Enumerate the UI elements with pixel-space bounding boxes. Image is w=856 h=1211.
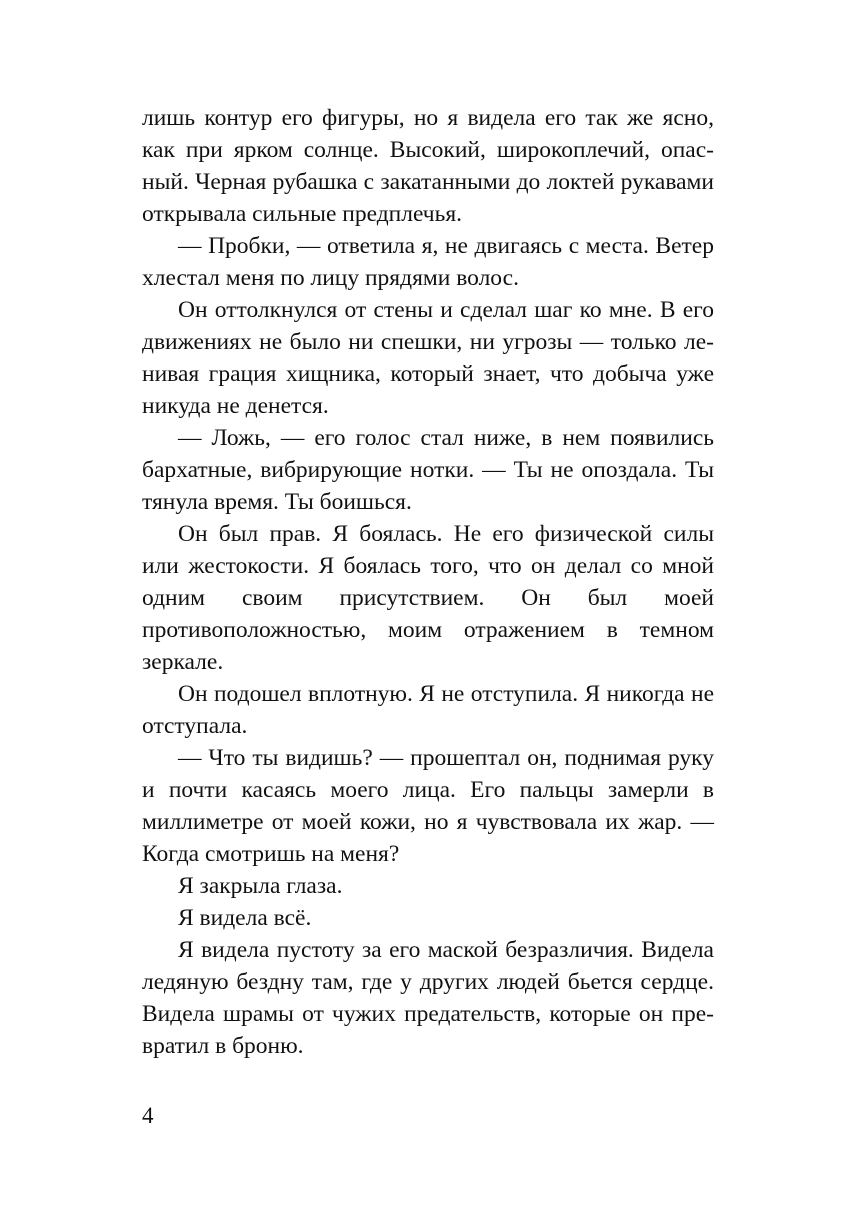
paragraph: Я закрыла глаза. [178, 873, 343, 899]
paragraph: Он был прав. Я боялась. Не его физической силы или жестокости. Я боялась того, что он делал со мной одним своим присутствием. Он был моей противоположностью, моим отражением в темном зеркале. [142, 521, 714, 675]
body-text [142, 102, 714, 1062]
paragraph: — Пробки, — ответила я, не двигаясь с места. Ветер хлестал меня по лицу прядями волос. [142, 233, 714, 291]
paragraph: — Ложь, — его голос стал ниже, в нем появились бархатные, вибрирующие нотки. — Ты не опоздала. Ты тянула время. Ты боишься. [142, 425, 714, 515]
paragraph: лишь контур его фигуры, но я видела его так же ясно, как при ярком солнце. Высокий, широкоплечий, опасный. Черная рубашка с закатанными до локтей рукавами открывала сильные предплечья. [142, 105, 714, 227]
paragraph: Я видела всё. [178, 905, 312, 931]
paragraph: Я видела пустоту за его маской безразличия. Видела ледяную бездну там, где у других людей бьется сердце. Видела шрамы от чужих предательств, которые он превратил в броню. [142, 937, 714, 1059]
paragraph: — Что ты видишь? — прошептал он, поднимая руку и почти касаясь моего лица. Его пальцы замерли в миллиметре от моей кожи, но я чувствовала их жар. — Когда смотришь на меня? [142, 745, 714, 867]
paragraph: Он подошел вплотную. Я не отступила. Я никогда не отступала. [142, 681, 714, 739]
page-number: 4 [142, 1103, 154, 1128]
paragraph: Он оттолкнулся от стены и сделал шаг ко мне. В его движениях не было ни спешки, ни угрозы — только ленивая грация хищника, который знает, что добыча уже никуда не денется. [142, 297, 714, 419]
